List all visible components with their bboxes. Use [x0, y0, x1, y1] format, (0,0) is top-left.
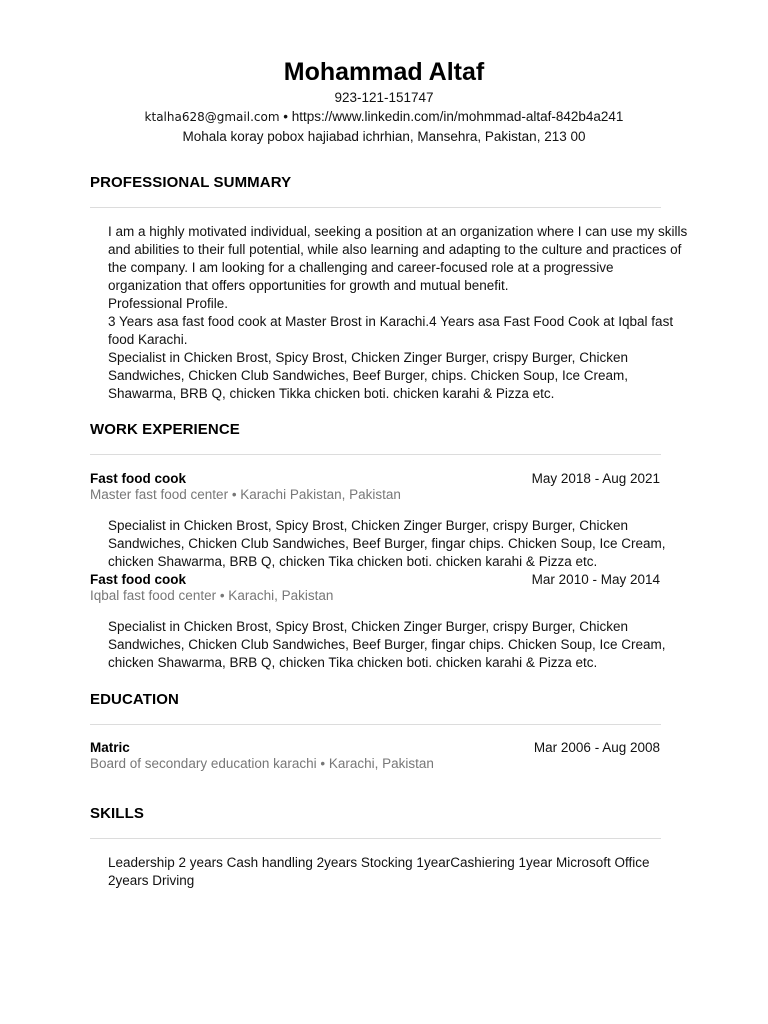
summary-line: and abilities to their full potential, while also learning and adapting to the culture and practices of	[108, 242, 682, 257]
skills-line: 2years Driving	[108, 873, 195, 888]
section-divider	[90, 207, 661, 208]
address: Mohala koray pobox hajiabad ichrhian, Mansehra, Pakistan, 213 00	[182, 129, 586, 144]
section-title-skills: SKILLS	[90, 805, 144, 822]
section-divider	[90, 454, 661, 455]
contact-links	[0, 107, 768, 127]
summary-line: Specialist in Chicken Brost, Spicy Brost, Chicken Zinger Burger, crispy Burger, Chicken	[108, 350, 628, 365]
education-dates: Mar 2006 - Aug 2008	[533, 740, 660, 755]
contact-separator: •	[279, 109, 292, 124]
job-description	[108, 517, 676, 571]
job-description-line: Sandwiches, Chicken Club Sandwiches, Beef Burger, fingar chips. Chicken Soup, Ice Cream,	[108, 536, 666, 551]
job-employer: Master fast food center • Karachi Pakistan, Pakistan	[90, 487, 401, 502]
candidate-name: Mohammad Altaf	[283, 58, 485, 86]
summary-text	[108, 223, 688, 403]
summary-line: I am a highly motivated individual, seeking a position at an organization where I can use my skills	[108, 224, 688, 239]
summary-line: Sandwiches, Chicken Club Sandwiches, Beef Burger, chips. Chicken Soup, Ice Cream,	[108, 368, 629, 383]
section-title-experience: WORK EXPERIENCE	[90, 421, 240, 438]
education-institution: Board of secondary education karachi • Karachi, Pakistan	[90, 756, 434, 771]
resume-header	[0, 56, 768, 146]
job-title: Fast food cook	[90, 471, 187, 486]
education-title: Matric	[90, 740, 130, 755]
phone-number: 923-121-151747	[334, 90, 434, 105]
section-divider	[90, 838, 661, 839]
email-address[interactable]: ktalha628@gmail.com	[144, 110, 280, 124]
job-description-line: Specialist in Chicken Brost, Spicy Brost, Chicken Zinger Burger, crispy Burger, Chicken	[108, 518, 628, 533]
summary-line: the company. I am looking for a challenging and career-focused role at a progressive	[108, 260, 614, 275]
linkedin-url[interactable]: https://www.linkedin.com/in/mohmmad-altaf-842b4a241	[291, 109, 624, 124]
job-title: Fast food cook	[90, 572, 187, 587]
summary-line: 3 Years asa fast food cook at Master Brost in Karachi.4 Years asa Fast Food Cook at Iqbal fast	[108, 314, 674, 329]
job-description-line: Sandwiches, Chicken Club Sandwiches, Beef Burger, fingar chips. Chicken Soup, Ice Cream,	[108, 637, 666, 652]
skills-line: Leadership 2 years Cash handling 2years Stocking 1yearCashiering 1year Microsoft Office	[108, 855, 650, 870]
job-description	[108, 618, 676, 672]
job-description-line: chicken Shawarma, BRB Q, chicken Tika chicken boti. chicken karahi & Pizza etc.	[108, 655, 598, 670]
job-employer: Iqbal fast food center • Karachi, Pakistan	[90, 588, 334, 603]
job-description-line: chicken Shawarma, BRB Q, chicken Tika chicken boti. chicken karahi & Pizza etc.	[108, 554, 598, 569]
summary-line: food Karachi.	[108, 332, 188, 347]
summary-line: Shawarma, BRB Q, chicken Tikka chicken boti. chicken karahi & Pizza etc.	[108, 386, 555, 401]
summary-line: organization that offers opportunities for growth and mutual benefit.	[108, 278, 509, 293]
job-dates: May 2018 - Aug 2021	[531, 471, 660, 486]
skills-list	[108, 854, 676, 890]
job-dates: Mar 2010 - May 2014	[531, 572, 660, 587]
job-description-line: Specialist in Chicken Brost, Spicy Brost, Chicken Zinger Burger, crispy Burger, Chicken	[108, 619, 628, 634]
summary-line: Professional Profile.	[108, 296, 229, 311]
section-title-education: EDUCATION	[90, 691, 179, 708]
section-divider	[90, 724, 661, 725]
section-title-summary: PROFESSIONAL SUMMARY	[90, 174, 292, 191]
